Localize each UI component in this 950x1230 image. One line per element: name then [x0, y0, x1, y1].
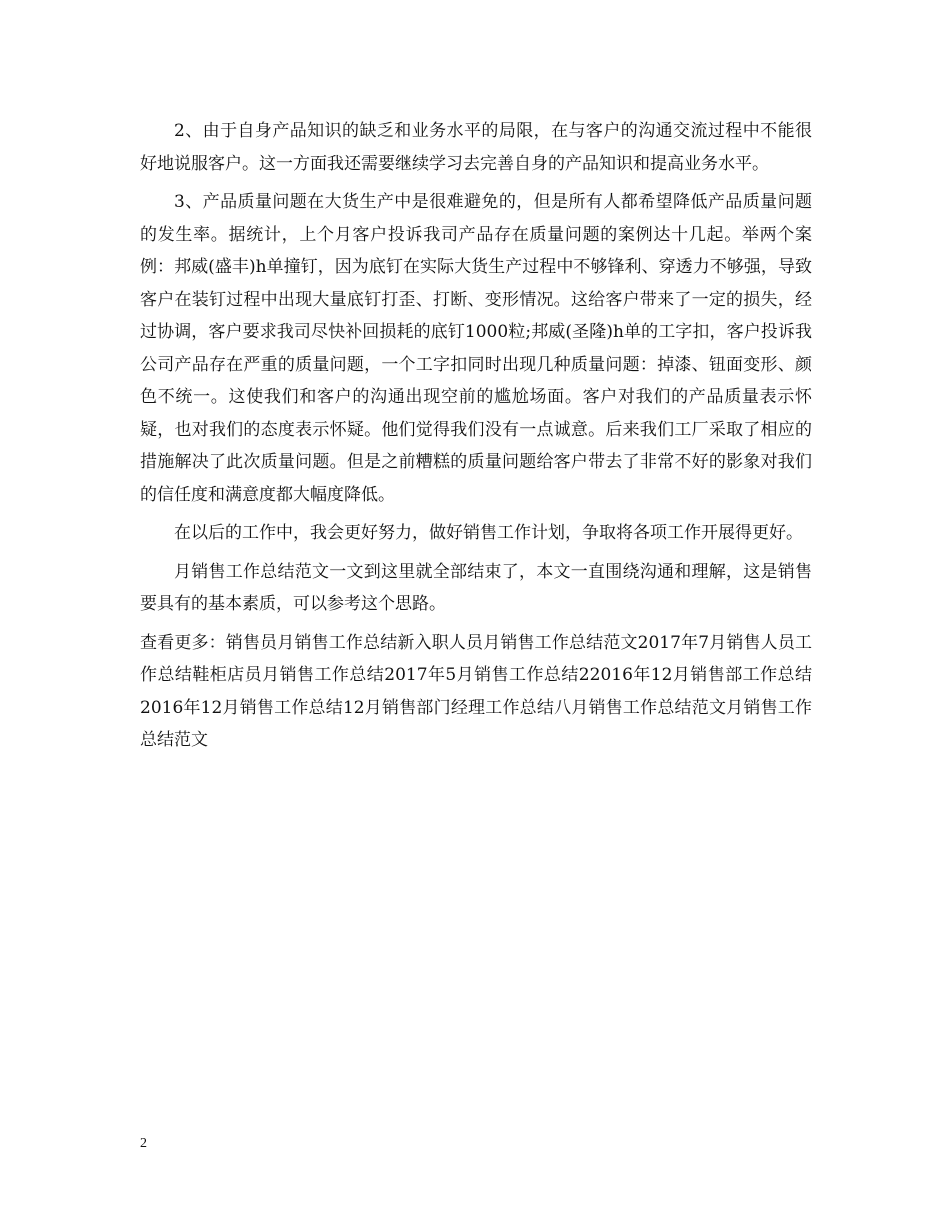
paragraph-point-2: 2、由于自身产品知识的缺乏和业务水平的局限，在与客户的沟通交流过程中不能很好地说服客户。这一方面我还需要继续学习去完善自身的产品知识和提高业务水平。	[140, 121, 812, 174]
see-more-links: 查看更多：销售员月销售工作总结新入职人员月销售工作总结范文2017年7月销售人员工作总结鞋柜店员月销售工作总结2017年5月销售工作总结22016年12月销售部工作总结2016年12月销售工作总结12月销售部门经理工作总结八月销售工作总结范文月销售工作总结范文	[140, 632, 812, 750]
paragraph-point-3: 3、产品质量问题在大货生产中是很难避免的，但是所有人都希望降低产品质量问题的发生率。据统计，上个月客户投诉我司产品存在质量问题的案例达十几起。举两个案例：邦威(盛丰)h单撞钉，因为底钉在实际大货生产过程中不够锋利、穿透力不够强，导致客户在装钉过程中出现大量底钉打歪、打断、变形情况。这给客户带来了一定的损失，经过协调，客户要求我司尽快补回损耗的底钉1000粒;邦威(圣隆)h单的工字扣，客户投诉我公司产品存在严重的质量问题，一个工字扣同时出现几种质量问题：掉漆、钮面变形、颜色不统一。这使我们和客户的沟通出现空前的尴尬场面。客户对我们的产品质量表示怀疑，也对我们的态度表示怀疑。他们觉得我们没有一点诚意。后来我们工厂采取了相应的措施解决了此次质量问题。但是之前糟糕的质量问题给客户带去了非常不好的影象对我们的信任度和满意度都大幅度降低。	[140, 192, 812, 505]
paragraph-conclusion: 月销售工作总结范文一文到这里就全部结束了，本文一直围绕沟通和理解，这是销售要具有的基本素质，可以参考这个思路。	[140, 561, 812, 614]
paragraph-future-work: 在以后的工作中，我会更好努力，做好销售工作计划，争取将各项工作开展得更好。	[174, 523, 803, 543]
document-body	[140, 115, 812, 763]
page-number: 2	[140, 1136, 147, 1151]
